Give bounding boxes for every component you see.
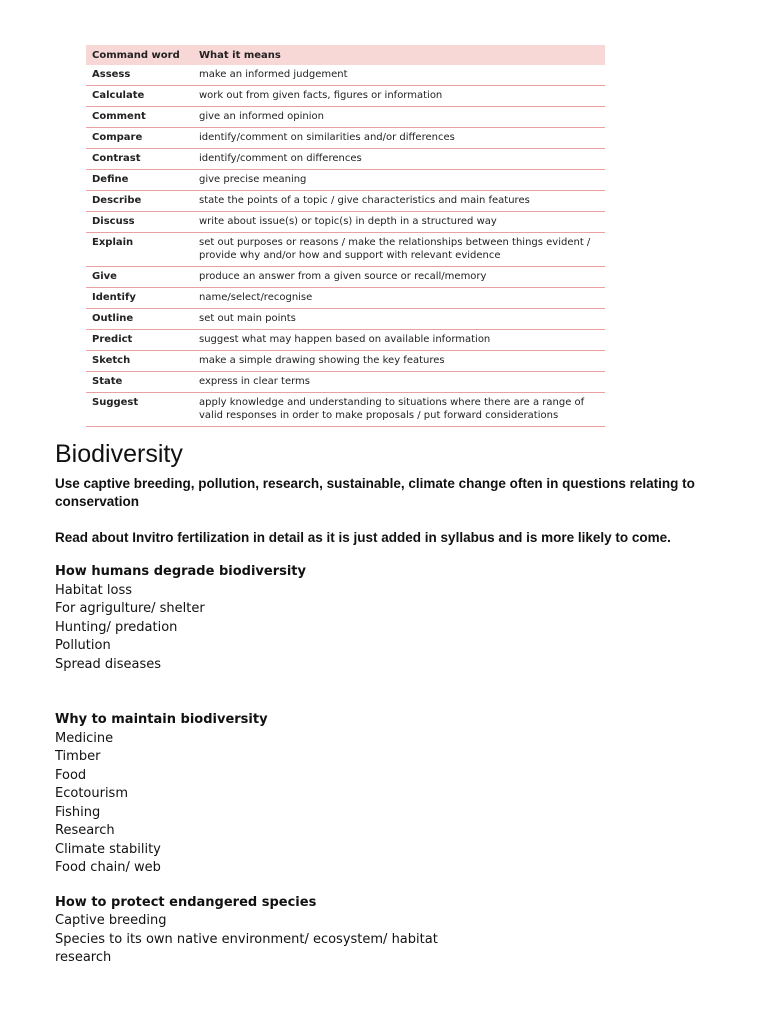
table-row xyxy=(86,330,605,351)
meaning-cell: give precise meaning xyxy=(193,170,605,191)
command-word-table xyxy=(86,45,605,427)
table-body xyxy=(86,65,605,427)
section-heading: How to protect endangered species xyxy=(55,894,317,910)
table-row xyxy=(86,233,605,267)
table-row xyxy=(86,191,605,212)
ivf-note: Read about Invitro fertilization in detail as it is just added in syllabus and is more likely to come. xyxy=(55,530,671,545)
list-item: Spread diseases xyxy=(55,656,162,672)
command-word-cell: Suggest xyxy=(86,393,193,427)
command-word-cell: Predict xyxy=(86,330,193,351)
command-word-cell: Define xyxy=(86,170,193,191)
meaning-cell: apply knowledge and understanding to situations where there are a range of valid responses in order to make proposals / put forward considerations xyxy=(193,393,605,427)
list-item: Hunting/ predation xyxy=(55,619,178,635)
section-degrade-biodiversity xyxy=(55,563,725,674)
command-word-cell: Comment xyxy=(86,107,193,128)
item-list xyxy=(55,730,725,878)
list-item: Captive breeding xyxy=(55,913,167,928)
list-item: Ecotourism xyxy=(55,786,128,801)
meaning-cell: work out from given facts, figures or information xyxy=(193,86,605,107)
meaning-cell: write about issue(s) or topic(s) in depth in a structured way xyxy=(193,212,605,233)
command-word-cell: Describe xyxy=(86,191,193,212)
command-word-cell: Contrast xyxy=(86,149,193,170)
table-row xyxy=(86,372,605,393)
table-row xyxy=(86,128,605,149)
command-word-cell: Assess xyxy=(86,65,193,86)
command-word-cell: Calculate xyxy=(86,86,193,107)
command-word-cell: Give xyxy=(86,267,193,288)
section-heading: Why to maintain biodiversity xyxy=(55,712,268,727)
table-row xyxy=(86,149,605,170)
meaning-cell: make a simple drawing showing the key features xyxy=(193,351,605,372)
meaning-cell: identify/comment on differences xyxy=(193,149,605,170)
list-item: Medicine xyxy=(55,730,114,746)
meaning-cell: give an informed opinion xyxy=(193,107,605,128)
table-row xyxy=(86,267,605,288)
command-word-cell: Explain xyxy=(86,233,193,267)
meaning-cell: set out purposes or reasons / make the relationships between things evident / provide why and/or how and support with relevant evidence xyxy=(193,233,605,267)
table-header-row xyxy=(86,45,605,65)
command-word-cell: Outline xyxy=(86,309,193,330)
table-row xyxy=(86,107,605,128)
table-row xyxy=(86,351,605,372)
meaning-cell: suggest what may happen based on available information xyxy=(193,330,605,351)
exam-tip-note: Use captive breeding, pollution, research, sustainable, climate change often in questions relating to conservation xyxy=(55,476,695,509)
list-item: Pollution xyxy=(55,638,111,653)
document-body xyxy=(55,440,725,968)
list-item: Climate stability xyxy=(55,841,161,857)
section-maintain-biodiversity xyxy=(55,711,725,878)
meaning-cell: express in clear terms xyxy=(193,372,605,393)
list-item: Timber xyxy=(55,749,101,764)
command-word-cell: Identify xyxy=(86,288,193,309)
list-item: Food xyxy=(55,767,87,783)
item-list xyxy=(55,582,725,675)
table-row xyxy=(86,212,605,233)
command-word-cell: State xyxy=(86,372,193,393)
table-row xyxy=(86,170,605,191)
table-row xyxy=(86,393,605,427)
meaning-cell: identify/comment on similarities and/or differences xyxy=(193,128,605,149)
table-row xyxy=(86,309,605,330)
command-word-cell: Compare xyxy=(86,128,193,149)
meaning-cell: make an informed judgement xyxy=(193,65,605,86)
list-item: Species to its own native environment/ ecosystem/ habitat xyxy=(55,931,438,947)
section-heading: How humans degrade biodiversity xyxy=(55,564,306,579)
item-list xyxy=(55,912,725,968)
meaning-cell: set out main points xyxy=(193,309,605,330)
table-row xyxy=(86,288,605,309)
meaning-cell: name/select/recognise xyxy=(193,288,605,309)
command-word-cell: Sketch xyxy=(86,351,193,372)
table-row xyxy=(86,86,605,107)
list-item: Food chain/ web xyxy=(55,860,161,875)
list-item: Fishing xyxy=(55,804,101,820)
table-row xyxy=(86,65,605,86)
page-title: Biodiversity xyxy=(55,440,183,468)
list-item: Research xyxy=(55,823,115,838)
section-protect-species xyxy=(55,894,725,968)
column-header-meaning: What it means xyxy=(193,45,605,65)
command-word-cell: Discuss xyxy=(86,212,193,233)
list-item: Habitat loss xyxy=(55,582,133,598)
column-header-command-word: Command word xyxy=(86,45,193,65)
list-item: For agrigulture/ shelter xyxy=(55,601,205,616)
list-item: research xyxy=(55,950,112,965)
meaning-cell: state the points of a topic / give characteristics and main features xyxy=(193,191,605,212)
meaning-cell: produce an answer from a given source or recall/memory xyxy=(193,267,605,288)
